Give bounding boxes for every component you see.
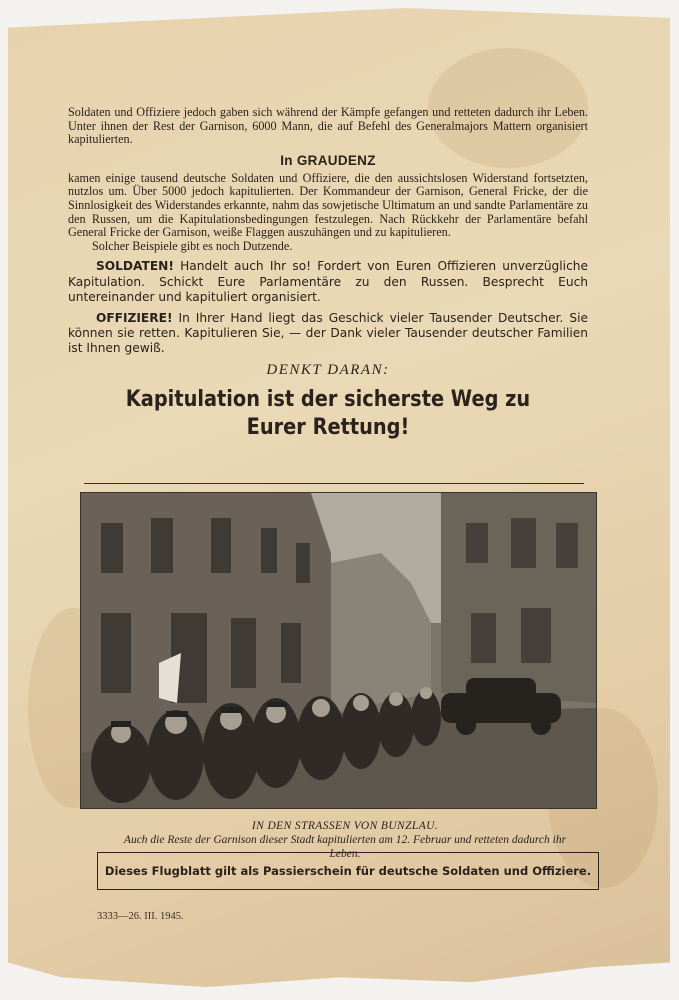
soldiers-appeal: [68, 259, 588, 305]
headline-line2: Eurer Rettung!: [246, 413, 410, 440]
pass-notice-box: [97, 852, 599, 890]
print-imprint: 3333—26. III. 1945.: [97, 911, 184, 922]
denkt-daran: DENKT DARAN:: [266, 361, 390, 378]
headline: [104, 385, 551, 441]
caption-text: Auch die Reste der Garnison dieser Stadt kapitulierten am 12. Februar und retteten dadurch ihr Leben.: [123, 834, 567, 860]
divider: [84, 483, 584, 484]
pass-notice: Dieses Flugblatt gilt als Passierschein für deutsche Soldaten und Offiziere.: [104, 864, 592, 878]
soldiers-label: SOLDATEN!: [96, 259, 174, 274]
examples-paragraph: Solcher Beispiele gibt es noch Dutzende.: [92, 238, 293, 253]
bunzlau-street-photo: [80, 492, 597, 809]
officers-text: In Ihrer Hand liegt das Geschick vieler Tausender Deutscher. Sie können sie retten. Kapitulieren Sie, — der Dank vieler Tausender deutscher Familien ist Ihnen gewiß.: [68, 310, 588, 356]
leaflet-text: [68, 106, 588, 441]
officers-appeal: [68, 311, 588, 357]
caption-title: IN DEN STRASSEN VON BUNZLAU.: [251, 820, 439, 832]
soldiers-text: Handelt auch Ihr so! Fordert von Euren Offizieren unverzügliche Kapitulation. Schickt Eure Parlamentäre zu den Russen. Besprecht Euch untereinander und kapituliert organisiert.: [68, 259, 588, 304]
headline-line1: Kapitulation ist der sicherste Weg zu: [125, 385, 531, 412]
intro-paragraph: Soldaten und Offiziere jedoch gaben sich während der Kämpfe gefangen und retteten dadurch ihr Leben. Unter ihnen der Rest der Garnison, 6000 Mann, die auf Befehl des Generalmajors Mattern organisiert kapitulierten.: [68, 105, 588, 147]
graudenz-paragraph: kamen einige tausend deutsche Soldaten und Offiziere, die den aussichtslosen Widerstand fortsetzten, nutzlos um. Über 5000 jedoch kapitulierten. Der Kommandeur der Garnison, General Fricke, der die Sinnlosigkeit des Widerstandes erkannte, nahm das sowjetische Ultimatum an und sandte Parlamentäre zu den Russen, um die Kapitulationsbedingungen festzulegen. Nach Rückkehr der Parlamentäre befahl General Fricke der Garnison, weiße Flaggen auszuhängen und zu kapitulieren.: [68, 170, 588, 240]
officers-label: OFFIZIERE!: [96, 310, 173, 325]
graudenz-heading: In GRAUDENZ: [280, 152, 376, 168]
